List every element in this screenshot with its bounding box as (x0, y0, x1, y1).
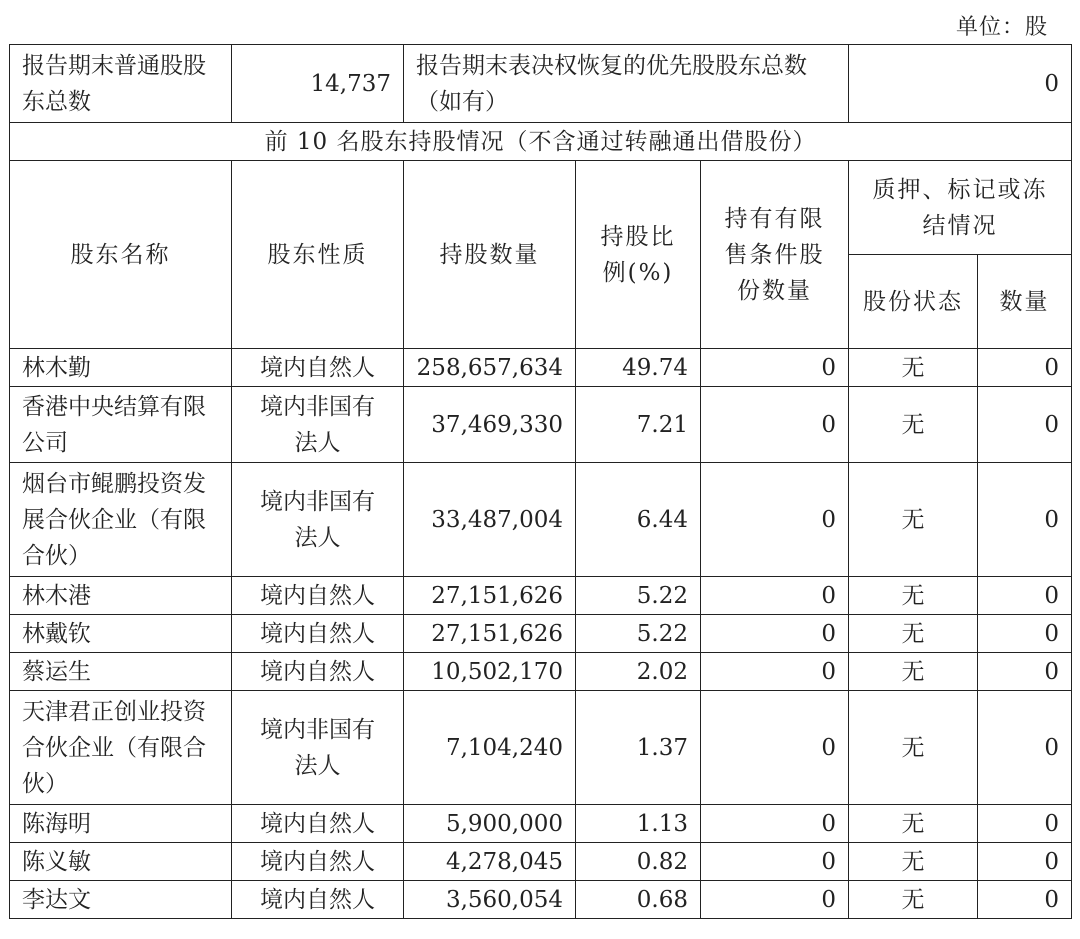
table-row (10, 691, 1072, 805)
common-holders-label: 报告期末普通股股东总数 (10, 45, 232, 123)
header-restricted: 持有有限售条件股份数量 (701, 161, 849, 349)
table-row (10, 881, 1072, 919)
cell-name: 天津君正创业投资合伙企业（有限合伙） (10, 691, 232, 805)
cell-pledge-qty: 0 (978, 615, 1072, 653)
header-pledge-group: 质押、标记或冻结情况 (849, 161, 1072, 255)
cell-ratio: 2.02 (576, 653, 701, 691)
cell-nature: 境内自然人 (232, 653, 404, 691)
cell-ratio: 1.37 (576, 691, 701, 805)
table-row (10, 615, 1072, 653)
cell-pledge-status: 无 (849, 615, 978, 653)
header-pledge-status: 股份状态 (849, 255, 978, 349)
cell-nature: 境内自然人 (232, 615, 404, 653)
cell-nature: 境内自然人 (232, 577, 404, 615)
cell-pledge-qty: 0 (978, 653, 1072, 691)
cell-name: 林木勤 (10, 349, 232, 387)
cell-name: 香港中央结算有限公司 (10, 387, 232, 463)
cell-pledge-status: 无 (849, 691, 978, 805)
cell-name: 蔡运生 (10, 653, 232, 691)
cell-nature: 境内自然人 (232, 843, 404, 881)
header-name: 股东名称 (10, 161, 232, 349)
cell-pledge-qty: 0 (978, 843, 1072, 881)
cell-shares: 27,151,626 (404, 577, 576, 615)
cell-shares: 10,502,170 (404, 653, 576, 691)
cell-restricted: 0 (701, 691, 849, 805)
cell-shares: 5,900,000 (404, 805, 576, 843)
cell-pledge-qty: 0 (978, 577, 1072, 615)
preferred-holders-value: 0 (849, 45, 1072, 123)
cell-ratio: 1.13 (576, 805, 701, 843)
cell-pledge-status: 无 (849, 805, 978, 843)
cell-shares: 7,104,240 (404, 691, 576, 805)
cell-restricted: 0 (701, 805, 849, 843)
cell-nature: 境内自然人 (232, 881, 404, 919)
cell-name: 烟台市鲲鹏投资发展合伙企业（有限合伙） (10, 463, 232, 577)
cell-pledge-status: 无 (849, 349, 978, 387)
common-holders-value: 14,737 (232, 45, 404, 123)
cell-name: 林木港 (10, 577, 232, 615)
header-ratio: 持股比例(%) (576, 161, 701, 349)
cell-nature: 境内自然人 (232, 349, 404, 387)
cell-pledge-status: 无 (849, 463, 978, 577)
section-title-row (10, 123, 1072, 161)
header-pledge-qty: 数量 (978, 255, 1072, 349)
table-row (10, 577, 1072, 615)
cell-restricted: 0 (701, 577, 849, 615)
cell-pledge-status: 无 (849, 881, 978, 919)
cell-restricted: 0 (701, 349, 849, 387)
cell-nature: 境内非国有法人 (232, 463, 404, 577)
cell-pledge-qty: 0 (978, 349, 1072, 387)
cell-pledge-qty: 0 (978, 463, 1072, 577)
cell-restricted: 0 (701, 615, 849, 653)
section-title: 前 10 名股东持股情况（不含通过转融通出借股份） (10, 123, 1072, 161)
cell-restricted: 0 (701, 387, 849, 463)
cell-ratio: 5.22 (576, 615, 701, 653)
cell-pledge-status: 无 (849, 577, 978, 615)
cell-name: 林戴钦 (10, 615, 232, 653)
cell-shares: 3,560,054 (404, 881, 576, 919)
table-row (10, 843, 1072, 881)
header-row-1 (10, 161, 1072, 255)
table-row (10, 349, 1072, 387)
cell-ratio: 0.82 (576, 843, 701, 881)
cell-pledge-qty: 0 (978, 691, 1072, 805)
cell-pledge-qty: 0 (978, 805, 1072, 843)
cell-restricted: 0 (701, 653, 849, 691)
cell-pledge-status: 无 (849, 387, 978, 463)
cell-restricted: 0 (701, 843, 849, 881)
cell-pledge-status: 无 (849, 843, 978, 881)
cell-ratio: 6.44 (576, 463, 701, 577)
cell-name: 陈海明 (10, 805, 232, 843)
cell-name: 李达文 (10, 881, 232, 919)
cell-pledge-status: 无 (849, 653, 978, 691)
summary-row (10, 45, 1072, 123)
cell-ratio: 5.22 (576, 577, 701, 615)
cell-nature: 境内非国有法人 (232, 387, 404, 463)
cell-ratio: 7.21 (576, 387, 701, 463)
cell-nature: 境内非国有法人 (232, 691, 404, 805)
header-shares: 持股数量 (404, 161, 576, 349)
cell-shares: 27,151,626 (404, 615, 576, 653)
cell-shares: 37,469,330 (404, 387, 576, 463)
cell-pledge-qty: 0 (978, 387, 1072, 463)
cell-shares: 258,657,634 (404, 349, 576, 387)
table-row (10, 463, 1072, 577)
header-nature: 股东性质 (232, 161, 404, 349)
preferred-holders-label: 报告期末表决权恢复的优先股股东总数（如有） (404, 45, 849, 123)
table-row (10, 387, 1072, 463)
cell-shares: 33,487,004 (404, 463, 576, 577)
cell-nature: 境内自然人 (232, 805, 404, 843)
cell-name: 陈义敏 (10, 843, 232, 881)
cell-restricted: 0 (701, 881, 849, 919)
cell-shares: 4,278,045 (404, 843, 576, 881)
shareholder-table (9, 44, 1072, 919)
cell-restricted: 0 (701, 463, 849, 577)
cell-pledge-qty: 0 (978, 881, 1072, 919)
table-row (10, 805, 1072, 843)
unit-label: 单位：股 (955, 15, 1048, 40)
cell-ratio: 0.68 (576, 881, 701, 919)
table-row (10, 653, 1072, 691)
cell-ratio: 49.74 (576, 349, 701, 387)
